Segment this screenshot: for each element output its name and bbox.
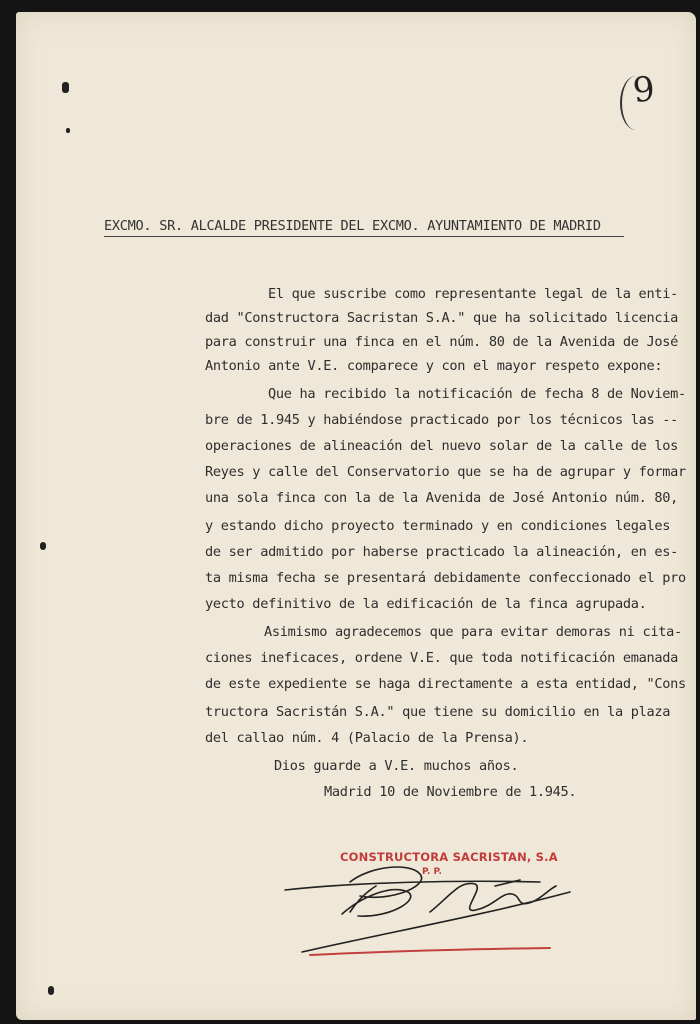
body-line: ta misma fecha se presentará debidamente confeccionado el pro: [205, 570, 686, 586]
body-line: dad "Constructora Sacristan S.A." que ha solicitado licencia: [205, 310, 679, 326]
stamp-pp-label: P. P.: [422, 867, 442, 877]
body-line: yecto definitivo de la edificación de la finca agrupada.: [205, 596, 647, 612]
punch-hole-mark: [62, 82, 69, 93]
punch-hole-mark: [40, 542, 46, 550]
body-line: para construir una finca en el núm. 80 de la Avenida de José: [205, 334, 679, 350]
punch-hole-mark: [48, 986, 54, 995]
closing-line: Dios guarde a V.E. muchos años.: [274, 758, 519, 774]
signature-mark: [280, 852, 600, 962]
body-line: una sola finca con la de la Avenida de José Antonio núm. 80,: [205, 490, 679, 506]
addressee-heading: EXCMO. SR. ALCALDE PRESIDENTE DEL EXCMO. AYUNTAMIENTO DE MADRID: [104, 218, 624, 237]
body-line: operaciones de alineación del nuevo solar de la calle de los: [205, 438, 679, 454]
body-line: de ser admitido por haberse practicado la alineación, en es-: [205, 544, 679, 560]
body-line: Antonio ante V.E. comparece y con el mayor respeto expone:: [205, 358, 663, 374]
body-line: Asimismo agradecemos que para evitar demoras ni cita-: [264, 624, 682, 640]
body-line: de este expediente se haga directamente a esta entidad, "Cons: [205, 676, 686, 692]
punch-hole-mark: [66, 128, 70, 133]
body-line: ciones ineficaces, ordene V.E. que toda notificación emanada: [205, 650, 679, 666]
folio-number: 9: [630, 68, 657, 112]
body-line: del callao núm. 4 (Palacio de la Prensa).: [205, 730, 529, 746]
body-line: Que ha recibido la notificación de fecha 8 de Noviem-: [268, 386, 686, 402]
body-line: El que suscribe como representante legal de la enti-: [268, 286, 678, 302]
body-line: tructora Sacristán S.A." que tiene su domicilio en la plaza: [205, 704, 671, 720]
body-line: bre de 1.945 y habiéndose practicado por los técnicos las --: [205, 412, 679, 428]
body-line: Reyes y calle del Conservatorio que se ha de agrupar y formar: [205, 464, 686, 480]
body-line: y estando dicho proyecto terminado y en condiciones legales: [205, 518, 671, 534]
date-line: Madrid 10 de Noviembre de 1.945.: [324, 784, 577, 800]
company-stamp: CONSTRUCTORA SACRISTAN, S.A: [340, 850, 558, 864]
